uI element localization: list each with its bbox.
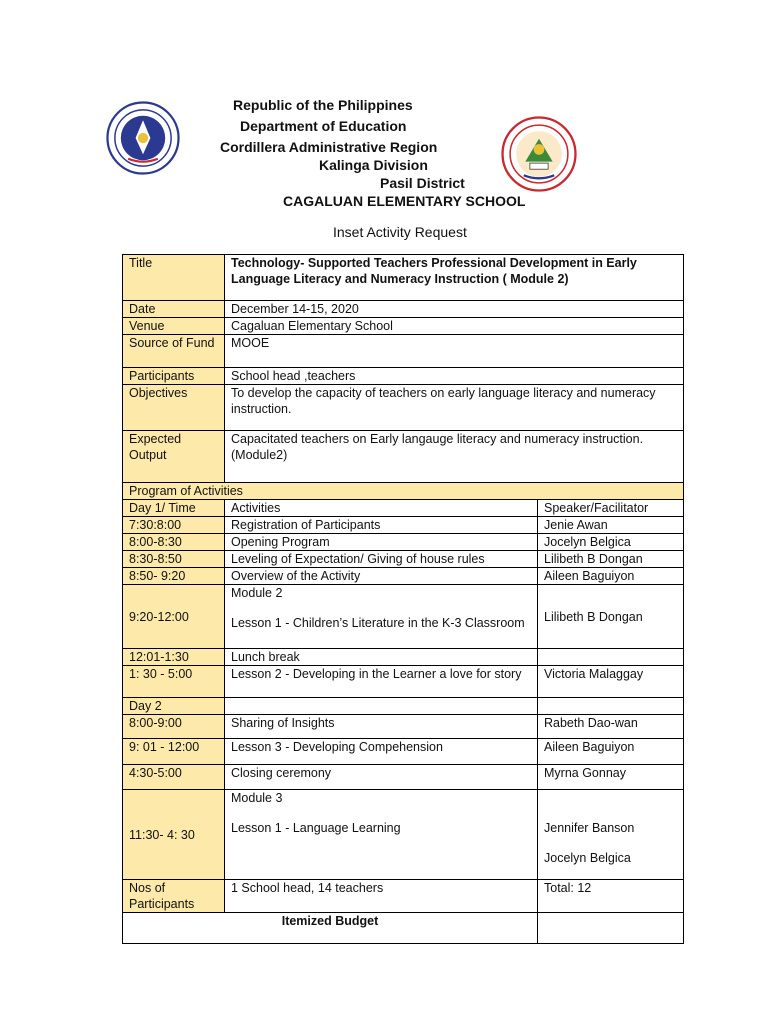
module3-speaker-1: Jennifer Banson bbox=[544, 821, 635, 835]
title-label: Title bbox=[123, 255, 225, 301]
table-row bbox=[123, 534, 684, 551]
activity-cell: Registration of Participants bbox=[225, 517, 538, 534]
time-cell: 9: 01 - 12:00 bbox=[123, 739, 225, 765]
time-cell: 4:30-5:00 bbox=[123, 765, 225, 790]
deped-seal bbox=[106, 101, 180, 175]
activity-cell: Lesson 3 - Developing Compehension bbox=[225, 739, 538, 765]
lesson2-time: 1: 30 - 5:00 bbox=[123, 666, 225, 698]
day2-label: Day 2 bbox=[123, 698, 225, 715]
participants-value: School head ,teachers bbox=[225, 368, 684, 385]
header-district: Pasil District bbox=[380, 175, 465, 191]
participants-label: Participants bbox=[123, 368, 225, 385]
objectives-value: To develop the capacity of teachers on early language literacy and numeracy instruction. bbox=[225, 385, 684, 431]
participants-row bbox=[123, 368, 684, 385]
activity-cell: Closing ceremony bbox=[225, 765, 538, 790]
time-cell: 8:00-9:00 bbox=[123, 715, 225, 739]
lunch-row bbox=[123, 649, 684, 666]
lunch-speaker bbox=[538, 649, 684, 666]
time-cell: 8:50- 9:20 bbox=[123, 568, 225, 585]
date-row bbox=[123, 301, 684, 318]
budget-row bbox=[123, 913, 684, 944]
lesson2-activity: Lesson 2 - Developing in the Learner a love for story bbox=[225, 666, 538, 698]
speaker-cell: Jenie Awan bbox=[538, 517, 684, 534]
lunch-activity: Lunch break bbox=[225, 649, 538, 666]
nos-value: 1 School head, 14 teachers bbox=[225, 880, 538, 913]
budget-empty bbox=[538, 913, 684, 944]
activity-cell: Leveling of Expectation/ Giving of house rules bbox=[225, 551, 538, 568]
title-row bbox=[123, 255, 684, 301]
header-division: Kalinga Division bbox=[319, 157, 428, 173]
table-row bbox=[123, 739, 684, 765]
table-row bbox=[123, 715, 684, 739]
document-subtitle: Inset Activity Request bbox=[333, 224, 467, 240]
fund-row bbox=[123, 335, 684, 368]
col-speaker-header: Speaker/Facilitator bbox=[538, 500, 684, 517]
output-row bbox=[123, 431, 684, 483]
budget-heading: Itemized Budget bbox=[123, 913, 538, 944]
module3-speakers bbox=[538, 790, 684, 880]
header-school: CAGALUAN ELEMENTARY SCHOOL bbox=[283, 193, 526, 209]
nos-row bbox=[123, 880, 684, 913]
table-row bbox=[123, 568, 684, 585]
date-value: December 14-15, 2020 bbox=[225, 301, 684, 318]
speaker-cell: Rabeth Dao-wan bbox=[538, 715, 684, 739]
table-row bbox=[123, 517, 684, 534]
speaker-cell: Aileen Baguiyon bbox=[538, 739, 684, 765]
date-label: Date bbox=[123, 301, 225, 318]
nos-label: Nos of Participants bbox=[123, 880, 225, 913]
day2-empty-speaker bbox=[538, 698, 684, 715]
program-heading: Program of Activities bbox=[123, 483, 684, 500]
speaker-cell: Lilibeth B Dongan bbox=[538, 551, 684, 568]
module2-time: 9:20-12:00 bbox=[123, 585, 225, 649]
table-row bbox=[123, 551, 684, 568]
module3-title: Module 3 bbox=[231, 791, 283, 805]
module3-row bbox=[123, 790, 684, 880]
program-columns-row bbox=[123, 500, 684, 517]
speaker-cell: Myrna Gonnay bbox=[538, 765, 684, 790]
objectives-row bbox=[123, 385, 684, 431]
day2-empty-activity bbox=[225, 698, 538, 715]
day2-row bbox=[123, 698, 684, 715]
module2-activity bbox=[225, 585, 538, 649]
module3-time: 11:30- 4: 30 bbox=[123, 790, 225, 880]
output-value: Capacitated teachers on Early langauge literacy and numeracy instruction.(Module2) bbox=[225, 431, 684, 483]
header-department: Department of Education bbox=[240, 118, 407, 134]
time-cell: 8:00-8:30 bbox=[123, 534, 225, 551]
program-heading-row bbox=[123, 483, 684, 500]
lunch-time: 12:01-1:30 bbox=[123, 649, 225, 666]
venue-label: Venue bbox=[123, 318, 225, 335]
activity-request-table bbox=[122, 254, 684, 944]
division-seal bbox=[501, 116, 577, 192]
col-time-header: Day 1/ Time bbox=[123, 500, 225, 517]
fund-label: Source of Fund bbox=[123, 335, 225, 368]
module2-title: Module 2 bbox=[231, 586, 283, 600]
module2-lesson: Lesson 1 - Children’s Literature in the K-3 Classroom bbox=[231, 616, 525, 630]
time-cell: 8:30-8:50 bbox=[123, 551, 225, 568]
activity-cell: Overview of the Activity bbox=[225, 568, 538, 585]
speaker-cell: Aileen Baguiyon bbox=[538, 568, 684, 585]
module3-lesson: Lesson 1 - Language Learning bbox=[231, 821, 401, 835]
lesson2-speaker: Victoria Malaggay bbox=[538, 666, 684, 698]
output-label: Expected Output bbox=[123, 431, 225, 483]
col-activity-header: Activities bbox=[225, 500, 538, 517]
module3-speaker-2: Jocelyn Belgica bbox=[544, 851, 631, 865]
time-cell: 7:30:8:00 bbox=[123, 517, 225, 534]
activity-cell: Opening Program bbox=[225, 534, 538, 551]
activity-cell: Sharing of Insights bbox=[225, 715, 538, 739]
module2-speaker: Lilibeth B Dongan bbox=[538, 585, 684, 649]
fund-value: MOOE bbox=[225, 335, 684, 368]
module2-row bbox=[123, 585, 684, 649]
module3-activity bbox=[225, 790, 538, 880]
total-value: Total: 12 bbox=[538, 880, 684, 913]
venue-row bbox=[123, 318, 684, 335]
title-value: Technology- Supported Teachers Professional Development in Early Language Literacy and Numeracy Instruction ( Module 2) bbox=[225, 255, 684, 301]
header-region: Cordillera Administrative Region bbox=[220, 139, 438, 155]
venue-value: Cagaluan Elementary School bbox=[225, 318, 684, 335]
lesson2-row bbox=[123, 666, 684, 698]
header-republic: Republic of the Philippines bbox=[233, 97, 413, 113]
objectives-label: Objectives bbox=[123, 385, 225, 431]
speaker-cell: Jocelyn Belgica bbox=[538, 534, 684, 551]
table-row bbox=[123, 765, 684, 790]
